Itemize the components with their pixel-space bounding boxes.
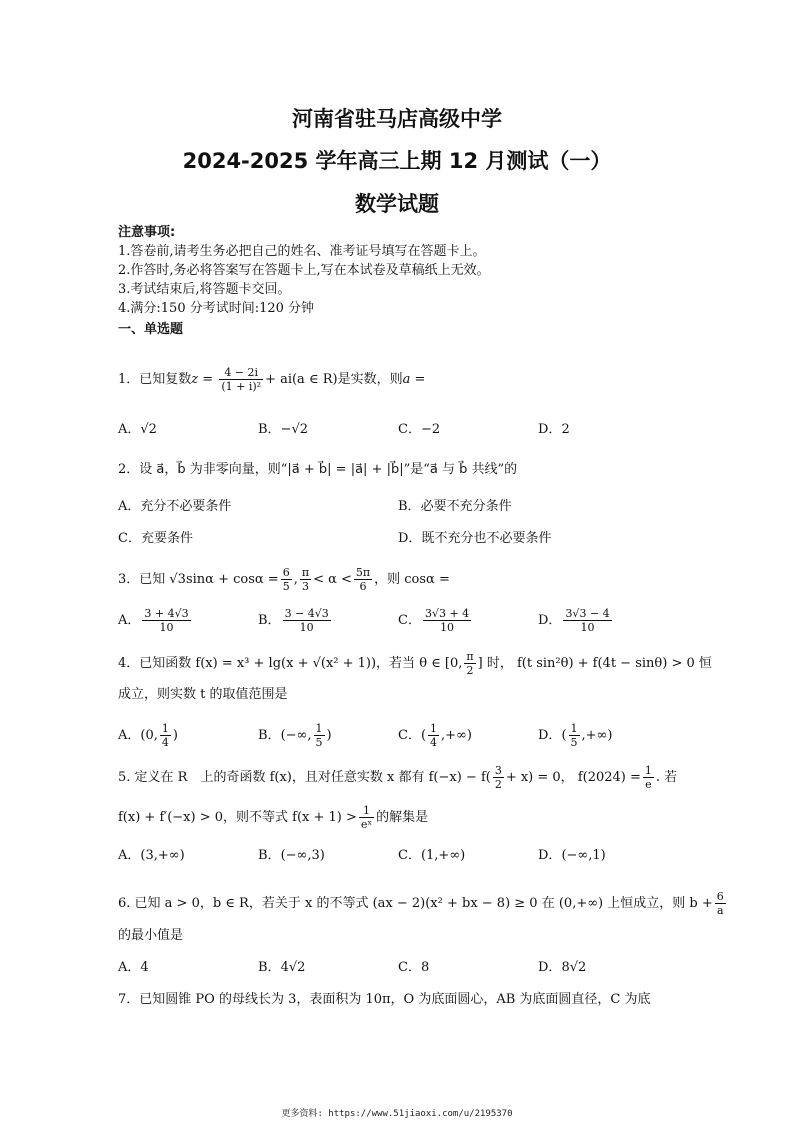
- question-6: 6. 已知 a > 0，b ∈ R，若关于 x 的不等式 (ax − 2)(x² + bx − 8) ≥ 0 在 (0,+∞) 上恒成立，则 b + $\frac{6}{a}$: [118, 890, 724, 917]
- q1-eq: =: [198, 372, 218, 387]
- question-4: 4．已知函数 f(x) = x³ + lg(x + √(x² + 1))，若当 θ ∈ [0, $\frac{\pi}{2}$ ] 时， f(t sin²θ) + f(4t − sinθ) > 0 恒: [118, 650, 712, 677]
- q2-option-d: D．既不充分也不必要条件: [398, 531, 552, 546]
- question-6-line-2: 的最小值是: [118, 928, 184, 943]
- q4-option-d: D．( $\frac{1}{5}$ ,+∞): [538, 722, 613, 749]
- q6-option-c: C．8: [398, 960, 430, 975]
- q5-option-d: D．(−∞,1): [538, 848, 606, 863]
- q1-fraction: [219, 366, 263, 393]
- q4-option-a: A．(0, $\frac{1}{4}$ ): [118, 722, 178, 749]
- notes-heading: 注意事项:: [118, 225, 176, 240]
- section-heading: 一、单选题: [118, 322, 184, 337]
- q6-option-b: B．4√2: [258, 960, 306, 975]
- q1-var-a: a: [402, 372, 411, 387]
- q2-option-b: B．必要不充分条件: [398, 499, 512, 514]
- q3-option-c: C． $\frac{3√3 + 4}{10}$: [398, 607, 470, 634]
- question-3: 3．已知 √3sinα + cosα = $\frac{6}{5}$ , $\frac{\pi}{3}$ < α < $\frac{5\pi}{6}$ ，则 cosα =: [118, 566, 450, 593]
- footer-link[interactable]: 更多资料: https://www.51jiaoxi.com/u/2195370: [281, 1109, 513, 1119]
- school-title: 河南省驻马店高级中学: [292, 107, 502, 131]
- q1-rest: + ai(a ∈ R): [265, 372, 338, 387]
- question-5: 5. 定义在 R 上的奇函数 f(x)，且对任意实数 x 都有 f(−x) − f( $\frac{3}{2}$ + x) = 0， f(2024) = $\frac{1}{e}$ . 若: [118, 764, 678, 791]
- q1-frac-num: 4 − 2i: [219, 366, 263, 380]
- q1-option-a: A．√2: [118, 422, 157, 437]
- q4-option-c: C．( $\frac{1}{4}$ ,+∞): [398, 722, 472, 749]
- question-7: 7．已知圆锥 PO 的母线长为 3，表面积为 10π，O 为底面圆心，AB 为底面圆直径，C 为底: [118, 992, 651, 1007]
- question-4-line-2: 成立，则实数 t 的取值范围是: [118, 687, 288, 702]
- exam-title: 2024-2025 学年高三上期 12 月测试（一）: [182, 149, 612, 173]
- q1-option-d: D．2: [538, 422, 570, 437]
- q3-option-d: D． $\frac{3√3 - 4}{10}$: [538, 607, 610, 634]
- question-2: 2．设 a⃗，b⃗ 为非零向量，则“|a⃗ + b⃗| = |a⃗| + |b⃗|”是“a⃗ 与 b⃗ 共线”的: [118, 462, 518, 477]
- q1-option-c: C．−2: [398, 422, 441, 437]
- q1-var-z: z: [191, 372, 199, 387]
- q1-tail: 是实数，则: [337, 372, 403, 387]
- q3-option-b: B． $\frac{3 - 4√3}{10}$: [258, 607, 329, 634]
- q2-option-a: A．充分不必要条件: [118, 499, 232, 514]
- q5-option-c: C．(1,+∞): [398, 848, 466, 863]
- subject-title: 数学试题: [355, 192, 439, 216]
- q4-option-b: B．(−∞, $\frac{1}{5}$ ): [258, 722, 332, 749]
- note-item: 2.作答时,务必将答案写在答题卡上,写在本试卷及草稿纸上无效。: [118, 263, 490, 278]
- q1-option-b: B．−√2: [258, 422, 309, 437]
- q6-option-a: A．4: [118, 960, 149, 975]
- q1-eq2: =: [410, 372, 426, 387]
- q1-frac-den: (1 + i)²: [221, 380, 262, 393]
- note-item: 3.考试结束后,将答题卡交回。: [118, 282, 291, 297]
- q5-option-b: B．(−∞,3): [258, 848, 325, 863]
- q5-option-a: A．(3,+∞): [118, 848, 185, 863]
- question-5-line-2: f(x) + f′(−x) > 0，则不等式 f(x + 1) > $\frac{1}{\text{eˣ}}$ 的解集是: [118, 804, 429, 831]
- question-1: [118, 366, 425, 393]
- note-item: 1.答卷前,请考生务必把自己的姓名、准考证号填写在答题卡上。: [118, 244, 486, 259]
- q1-stem: 1．已知复数: [118, 372, 192, 387]
- q3-option-a: A． $\frac{3 + 4√3}{10}$: [118, 607, 189, 634]
- q2-option-c: C．充要条件: [118, 531, 193, 546]
- q6-option-d: D．8√2: [538, 960, 587, 975]
- note-item: 4.满分:150 分考试时间:120 分钟: [118, 301, 315, 316]
